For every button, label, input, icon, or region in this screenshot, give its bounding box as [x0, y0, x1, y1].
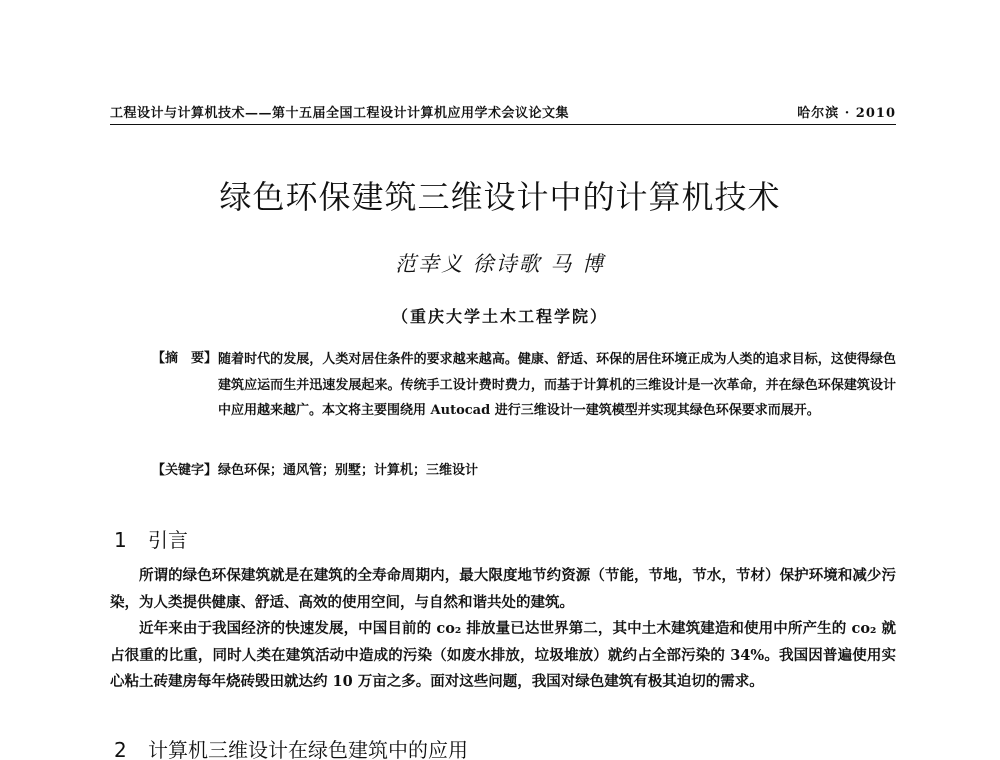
- running-header-proceedings: 工程设计与计算机技术——第十五届全国工程设计计算机应用学术会议论文集: [110, 106, 570, 121]
- section-heading-introduction: [114, 524, 188, 553]
- keywords-text: 绿色环保；通风管；别墅；计算机；三维设计: [218, 463, 479, 478]
- paper-title: 绿色环保建筑三维设计中的计算机技术: [219, 178, 781, 216]
- section-title: 计算机三维设计在绿色建筑中的应用: [148, 738, 468, 760]
- section-heading-application: [114, 734, 468, 760]
- abstract-label: 【摘 要】: [152, 351, 218, 366]
- keywords-label: 【关键字】: [152, 463, 218, 478]
- section-number: 2: [114, 738, 127, 760]
- body-paragraph: 近年来由于我国经济的快速发展，中国目前的 co₂ 排放量已达世界第二，其中土木建筑建造和使用中所产生的 co₂ 就占很重的比重，同时人类在建筑活动中造成的污染（如废水排放，垃圾堆放）就约占全部污染的 34%。我国因普遍使用实心粘土砖建房每年烧砖毁田就达约 10 万亩之多。面对这些问题，我国对绿色建筑有极其迫切的需求。: [110, 620, 896, 691]
- author-affiliation: （重庆大学土木工程学院）: [391, 307, 608, 326]
- body-paragraph: 所谓的绿色环保建筑就是在建筑的全寿命周期内，最大限度地节约资源（节能，节地，节水，节材）保护环境和减少污染，为人类提供健康、舒适、高效的使用空间，与自然和谐共处的建筑。: [110, 567, 896, 611]
- running-header-location-year: 哈尔滨 · 2010: [797, 106, 896, 121]
- paper-authors: 范幸义 徐诗歌 马 博: [394, 252, 606, 276]
- abstract-text: 随着时代的发展，人类对居住条件的要求越来越高。健康、舒适、环保的居住环境正成为人类的追求目标，这使得绿色建筑应运而生并迅速发展起来。传统手工设计费时费力，而基于计算机的三维设计是一次革命，并在绿色环保建筑设计中应用越来越广。本文将主要围绕用 Autocad 进行三维设计一建筑模型并实现其绿色环保要求而展开。: [218, 352, 896, 418]
- section-title: 引言: [148, 528, 188, 552]
- section-number: 1: [114, 528, 127, 552]
- running-header: [110, 102, 896, 125]
